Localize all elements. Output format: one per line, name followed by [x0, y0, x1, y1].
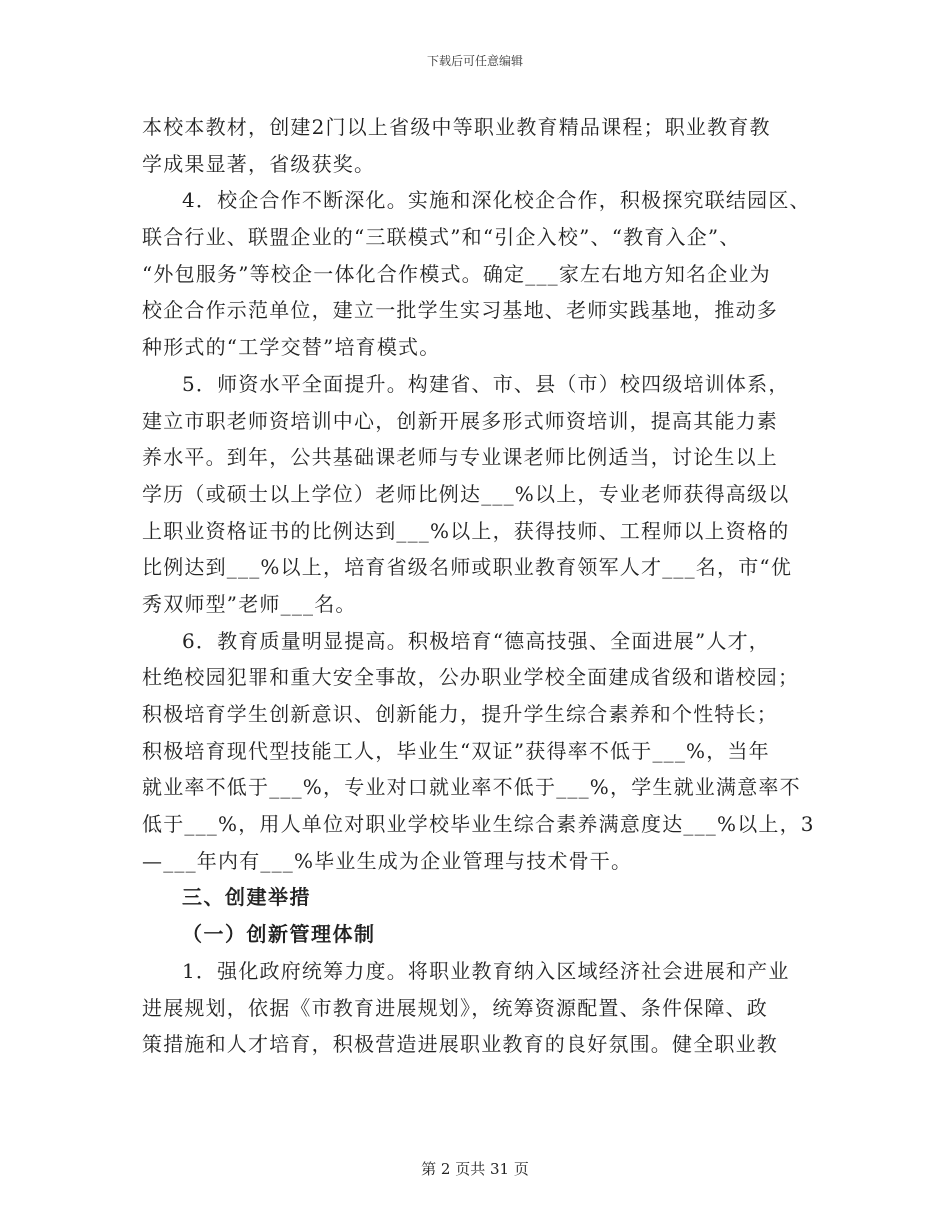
body-line: 联合行业、联盟企业的“三联模式”和“引企入校”、“教育入企”、 — [142, 225, 741, 250]
body-line: 上职业资格证书的比例达到___%以上，获得技师、工程师以上资格的 — [142, 518, 790, 543]
body-line: 学成果显著，省级获奖。 — [142, 151, 376, 176]
body-line: 养水平。到年，公共基础课老师与专业课老师比例适当，讨论生以上 — [142, 445, 778, 470]
paragraph-item-1: 1．强化政府统筹力度。将职业教育纳入区域经济社会进展和产业 — [182, 958, 790, 983]
document-body — [142, 109, 827, 1063]
body-line: “外包服务”等校企一体化合作模式。确定___家左右地方知名企业为 — [142, 261, 771, 286]
body-line: 种形式的“工学交替”培育模式。 — [142, 335, 441, 360]
body-line: 建立市职老师资培训中心，创新开展多形式师资培训，提高其能力素 — [142, 408, 778, 433]
body-line: 校企合作示范单位，建立一批学生实习基地、老师实践基地，推动多 — [142, 298, 778, 323]
subsection-heading: （一）创新管理体制 — [182, 922, 376, 947]
page-header: 下载后可任意编辑 — [426, 54, 523, 68]
body-line: —___年内有___%毕业生成为企业管理与技术骨干。 — [142, 848, 633, 873]
body-line: 积极培育学生创新意识、创新能力，提升学生综合素养和个性特长； — [142, 702, 778, 726]
paragraph-item-6: 6．教育质量明显提高。积极培育“德高技强、全面进展”人才， — [182, 628, 770, 653]
body-line: 学历（或硕士以上学位）老师比例达___%以上，专业老师获得高级以 — [142, 481, 790, 506]
body-line: 本校本教材，创建2门以上省级中等职业教育精品课程；职业教育教 — [142, 115, 771, 139]
body-line: 策措施和人才培育，积极营造进展职业教育的良好氛围。健全职业教 — [142, 1032, 778, 1057]
body-line: 秀双师型”老师___名。 — [142, 591, 357, 616]
section-heading: 三、创建举措 — [182, 885, 311, 910]
body-line: 比例达到___%以上，培育省级名师或职业教育领军人才___名，市“优 — [142, 555, 793, 580]
page-footer: 第 2 页共 31 页 — [421, 1160, 529, 1178]
paragraph-item-4: 4．校企合作不断深化。实施和深化校企合作，积极探究联结园区、 — [182, 188, 811, 213]
body-line: 就业率不低于___%，专业对口就业率不低于___%，学生就业满意率不 — [142, 775, 801, 800]
body-line: 进展规划，依据《市教育进展规划》，统筹资源配置、条件保障、政 — [142, 995, 768, 1020]
paragraph-item-5: 5．师资水平全面提升。构建省、市、县（市）校四级培训体系， — [182, 371, 790, 396]
body-line: 低于___%，用人单位对职业学校毕业生综合素养满意度达___%以上，3 — [142, 812, 815, 837]
body-line: 杜绝校园犯罪和重大安全事故，公办职业学校全面建成省级和谐校园； — [142, 665, 800, 690]
body-line: 积极培育现代型技能工人，毕业生“双证”获得率不低于___%，当年 — [142, 738, 770, 763]
